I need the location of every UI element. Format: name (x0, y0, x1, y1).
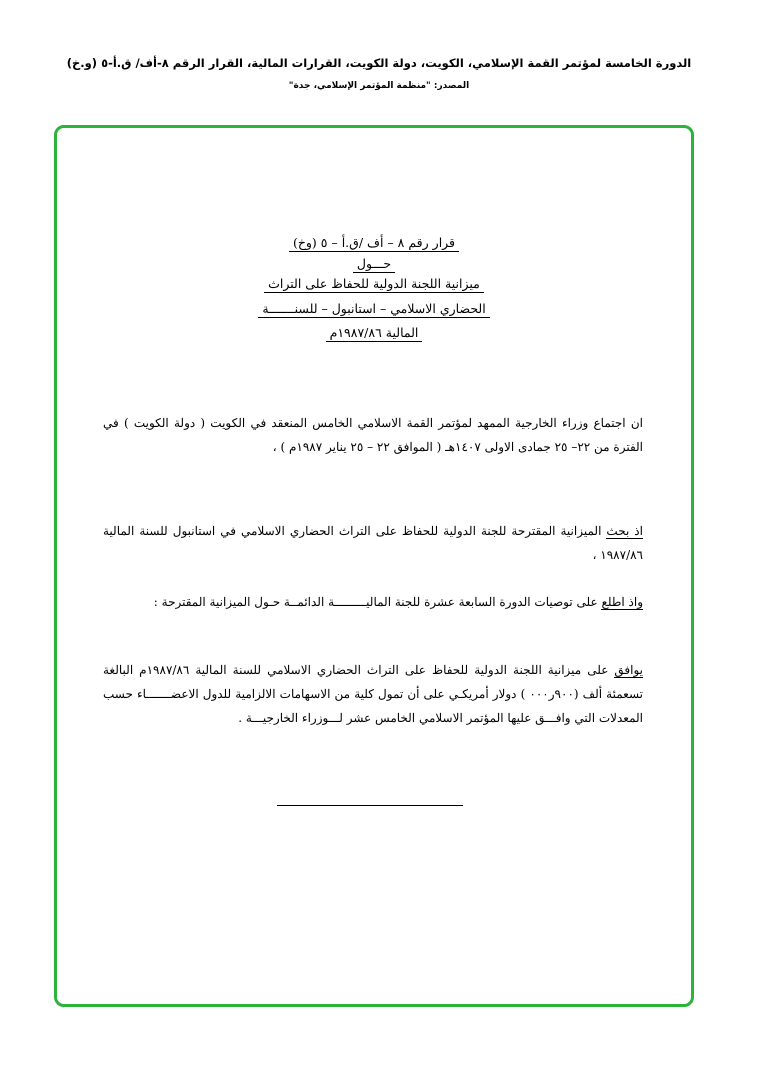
scanned-resolution-page (57, 128, 691, 1004)
closing-rule (277, 805, 463, 806)
title-line-3 (57, 273, 691, 297)
paragraph-having-examined-text: الميزانية المقترحة للجنة الدولية للحفاظ على التراث الحضاري الاسلامي في استانبول للسنة المالية ١٩٨٧/٨٦ ، (103, 524, 643, 562)
paragraph-preamble (103, 411, 643, 459)
paragraph-having-examined (103, 519, 643, 567)
paragraph-approves-text: على ميزانية اللجنة الدولية للحفاظ على التراث الحضاري الاسلامي للسنة المالية ١٩٨٧/٨٦م البالغة تسعمئة ألف (٩٠٠ر٠٠٠ ) دولار أمريكـي على أن تمول كلية من الاسهامات الالزامية للدول الاعضـــــــاء حسب المعدلات التي وافـــق عليها المؤتمر الاسلامي الخامس عشر لـــوزراء الخارجيـــة . (103, 663, 643, 725)
page-header (20, 54, 738, 93)
header-title: الدورة الخامسة لمؤتمر القمة الإسلامي، الكويت، دولة الكويت، القرارات المالية، القرار الرقم ٨-أف/ ق.أ-٥ (و.خ) (66, 56, 692, 70)
title-line-5 (57, 322, 691, 346)
resolution-subject-2: الحضاري الاسلامي – استانبول – للسنـــــــة (258, 301, 489, 318)
paragraph-approves (103, 658, 643, 730)
resolution-about: حـــول (353, 256, 395, 273)
header-source: المصدر: "منظمة المؤتمر الإسلامي، جدة" (288, 81, 470, 91)
paragraph-having-reviewed (103, 590, 643, 614)
paragraph-having-examined-lead: اذ بحث (606, 524, 643, 538)
resolution-subject-1: ميزانية اللجنة الدولية للحفاظ على التراث (264, 276, 484, 293)
resolution-subject-3: المالية ١٩٨٧/٨٦م (326, 325, 423, 342)
paragraph-preamble-text: ان اجتماع وزراء الخارجية الممهد لمؤتمر القمة الاسلامي الخامس المنعقد في الكويت ( دولة الكويت ) في الفترة من ٢٢– ٢٥ جمادى الاولى ١٤٠٧هـ ( الموافق ٢٢ – ٢٥ يناير ١٩٨٧م ) ، (103, 416, 643, 454)
paragraph-having-reviewed-lead: واذ اطلع (601, 595, 643, 609)
resolution-number: قرار رقم ٨ – أف /ق.أ – ٥ (وخ) (289, 235, 459, 252)
document-frame (54, 125, 694, 1007)
paragraph-having-reviewed-text: على توصيات الدورة السابعة عشرة للجنة الماليـــــــــة الدائمــة حـول الميزانية المقترحة : (153, 595, 602, 609)
paragraph-approves-lead: يوافق (614, 663, 644, 677)
title-line-4 (57, 298, 691, 322)
